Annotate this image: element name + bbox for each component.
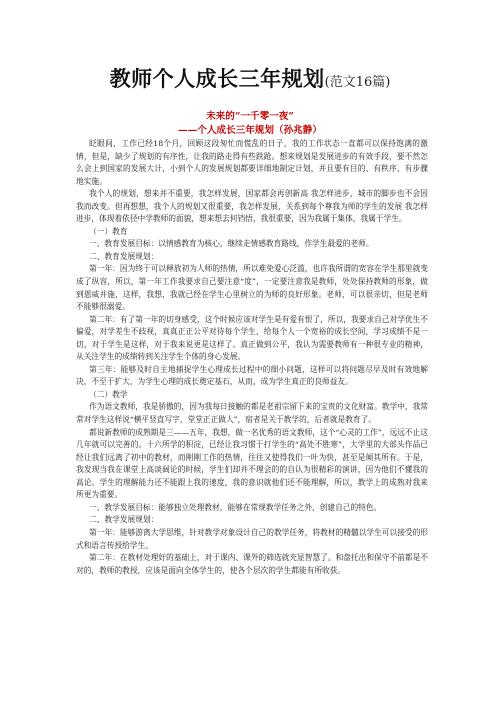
paragraph: 第二年：在教材处理好的基础上，对于课内、课外的筛选就充显智慧了。和盘托出和保守不前都是不对的，教师的教授，应该是面向全体学生的，使各个层次的学生都能有所收获。 (76, 553, 428, 575)
paragraph: 作为语文教师，我是骄傲的，因为我每日接触的都是老祖宗留下来的宝贵的文化财富。教学中，我常常对学生这样说“横平竖直写字，堂堂正正做人”，宿者是关于教学的，后者就是教育了。 (76, 402, 428, 425)
paragraph: 眨眼间，工作已经18个月，回顾这段匆忙而慌乱的日子，我的工作状态一直都可以保持饱满的激情，但是，缺少了规划的有序性，让我的路走得有些跌跄。想来规划是发展进步的有效手段，要不然怎么会上到国家的发展大计，小到个人的发展规划都要详细地制定计划，并且要有目的、有秩序、有步骤地实施。 (76, 139, 428, 186)
paragraph: 第二年：有了第一年的切身感受，这个时候应该对学生是有爱有恨了，所以，我要求自己对学优生不偏爱，对学差生不歧视，真真正正公平对待每个学生，给每个人一个宽裕的成长空间，学习成绩不是一切，对于学生是这样，对于我来说更是这样了。真正做到公平，我认为需要教师有一种很专业的精神，从关注学生的成绩转到关注学生个体的身心发展。 (76, 314, 428, 362)
document-title (0, 66, 500, 96)
paragraph: 二、教学发展规划： (89, 515, 159, 525)
title-main: 教师个人成长三年规划 (109, 67, 325, 91)
paragraph: 二、教育发展规划： (89, 251, 159, 261)
paragraph: 我个人的规划，想来并不重要，我怎样发展，国家都会再创新高 我怎样进步，城市的脚步也不会因我而改变。但再想想，我个人的规划又很重要，我怎样发展，关系到每个尊我为师的学生的发展 我怎样进步，体现着依径中学教师的面貌，想来想去何铛悟，我很重要，因为我属于集体，我属于学生。 (76, 189, 428, 224)
paragraph: 都说新教师的成熟期是三——五年，我想，做一名优秀的语文教师，这个“心灵的工作”，远远不止这几年就可以完善的。十六所学的积淀，已经让我习惯于打学生的“高处不胜寒”，大学里的大部头作品已经让我们远离了初中的教材，而刚刚工作的热情，往往又使得我们一叶为快，甚至是倾其所有。于是，我发现当我在课堂上高谈阔论的时候，学生们却并不理会的的自认为很精彩的演讲，因为他们不懂我的高论。学生的理解能力还不能跟上我的速度，我的意识就他们还不能理解，所以，教学上的成熟对我来所更为重要。 (76, 427, 428, 500)
section-heading: （二）教学 (89, 389, 128, 399)
section-heading: （一）教育 (89, 226, 128, 236)
paragraph: 一、教育发展目标：以情感教育为核心，继续走情感教育路线，作学生最爱的老师。 (89, 239, 374, 249)
paragraph: 第一年：能够游离大学思维，针对教学对象设计自己的教学任务，将教材的精髓以学生可以接受的形式和语言传授给学生。 (76, 527, 428, 550)
title-suffix: (范文16篇) (324, 75, 391, 90)
document-body (76, 138, 428, 577)
subtitle-red: 未来的“一千零一夜” (206, 111, 294, 122)
paragraph: 第一年：因为终于可以释放初为人师的热情，所以难免爱心泛滥，也许我所谓的宽容在学生那里就变成了纵容，所以，第一年工作我要求自己要注意“度”，一定要注意我是教师，处处保持教师的形象，做到恩威并施，这样，我想，我就已经在学生心里树立的为师的良好形象。老师，可以很亲切，但是老师不能够很溺爱。 (76, 264, 428, 312)
subtitle-red-author: ——个人成长三年规划（孙兆静） (178, 125, 322, 136)
paragraph: 一、教学发展目标：能够独立处理教材，能够在常规教学任务之外，创建自己的特色。 (89, 502, 382, 512)
paragraph: 第三年：能够及时自主地捕捉学生心理成长过程中的细小问题，这样可以将问题尽早及时有效地解决，不至于扩大，为学生心理的成长奠定基石，从而，成为学生真正的良师益友。 (76, 364, 428, 387)
